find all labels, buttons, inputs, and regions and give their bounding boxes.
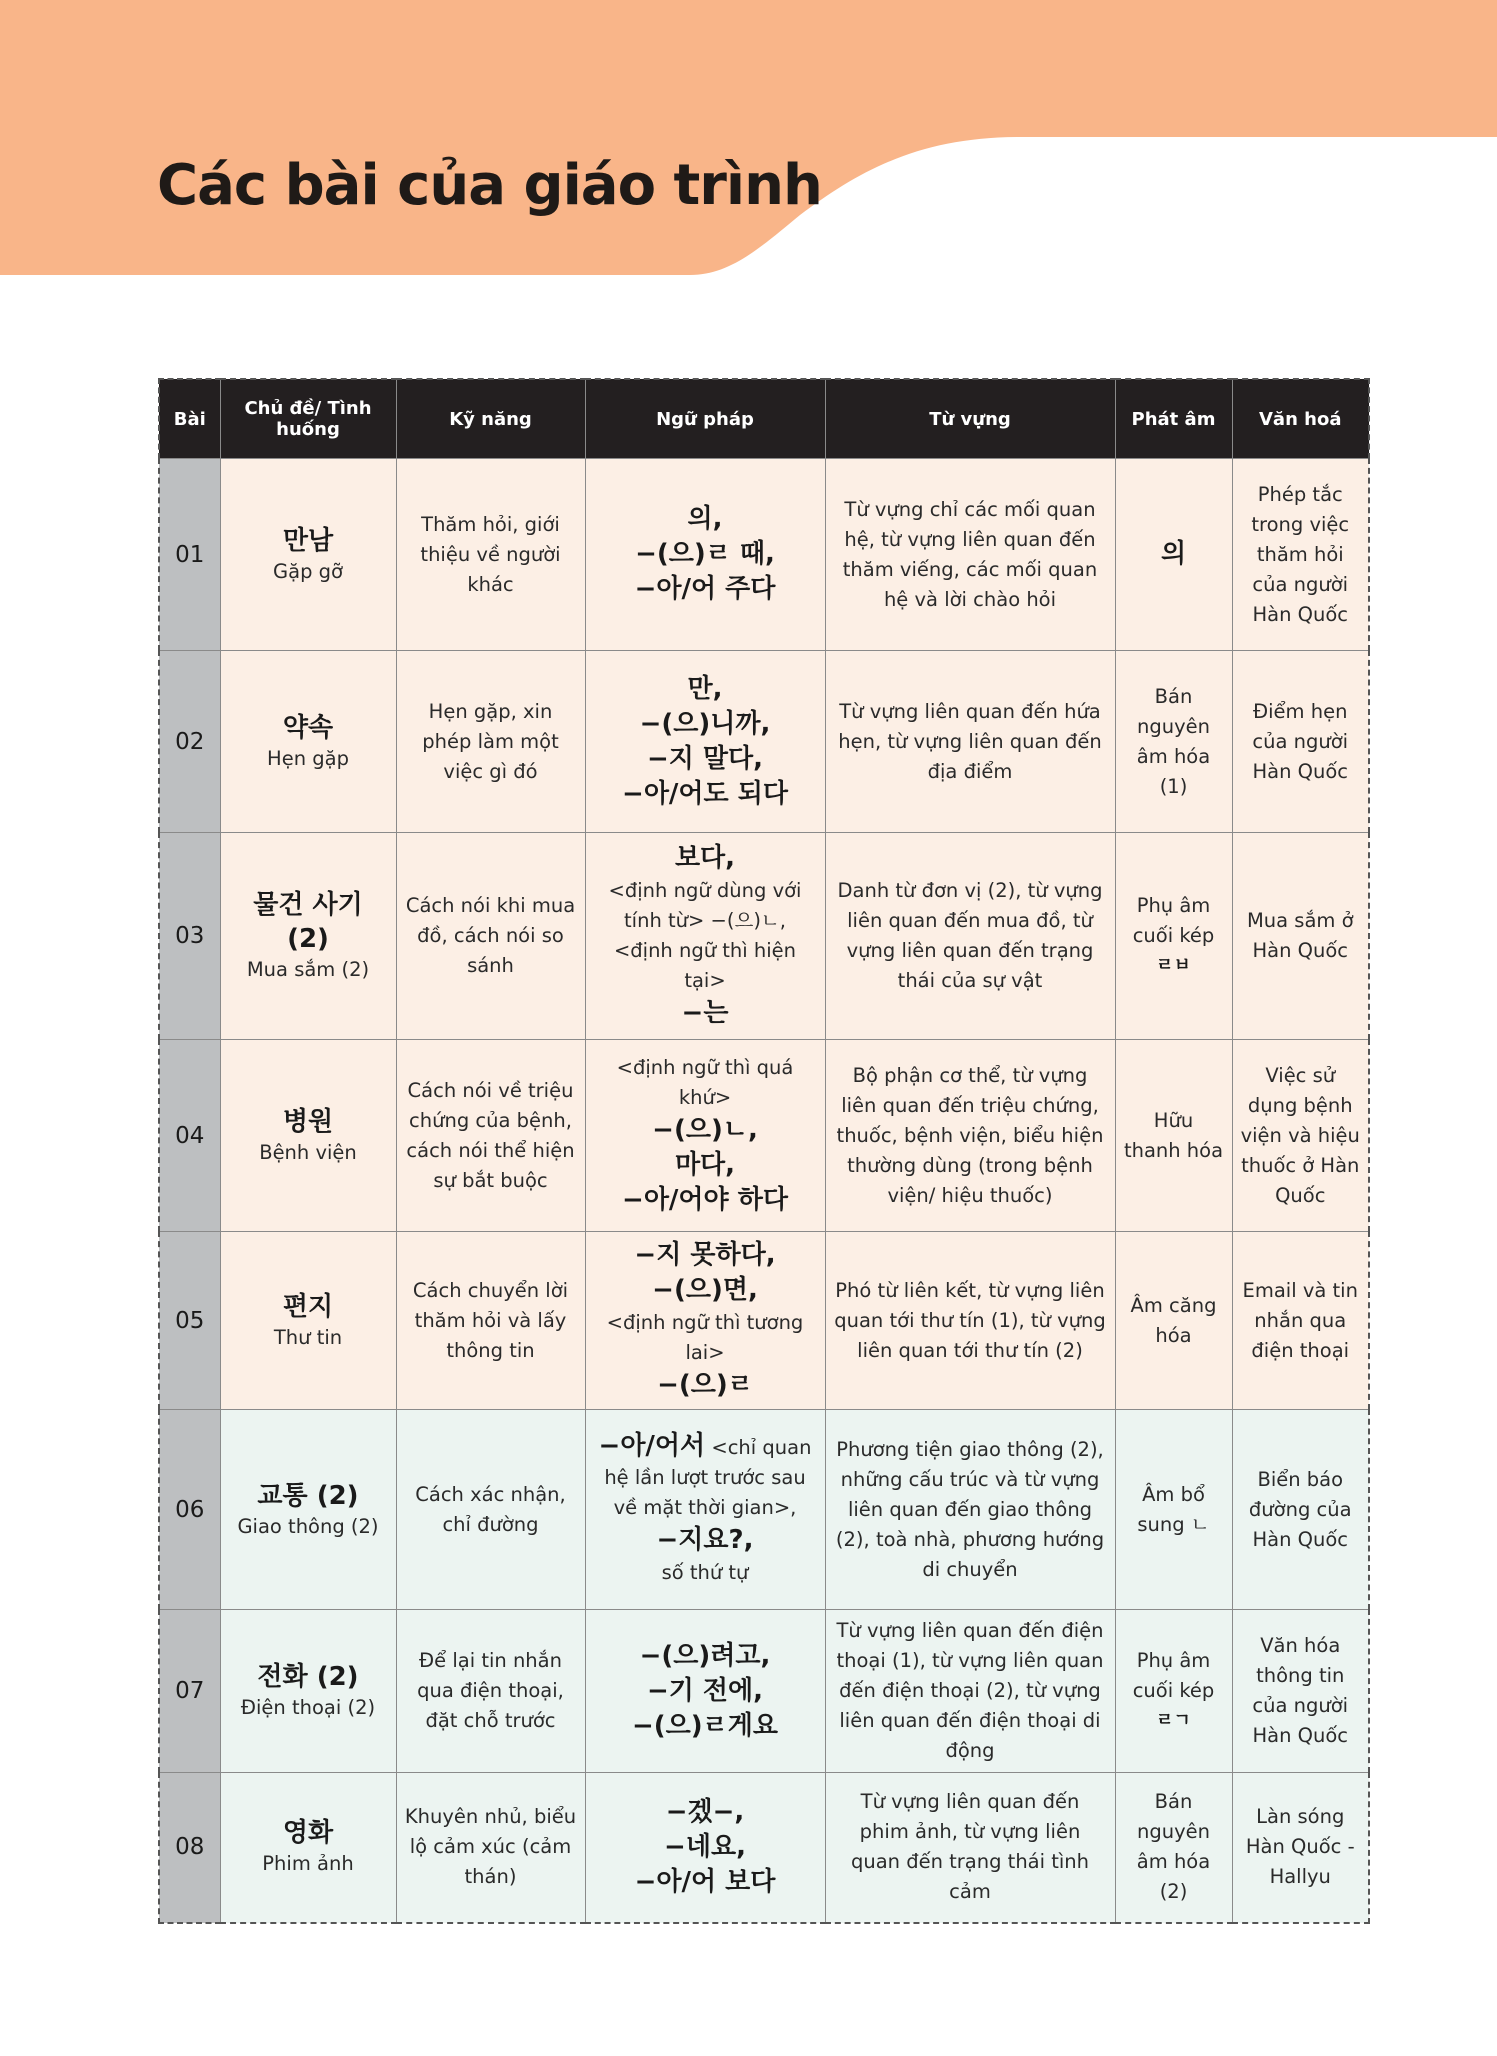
grammar-item: −(으)면, (652, 1275, 758, 1305)
topic-vietnamese: Bệnh viện (259, 1140, 357, 1164)
topic-cell (220, 1232, 396, 1410)
skill-cell: Cách nói khi mua đồ, cách nói so sánh (396, 833, 585, 1040)
grammar-item: −기 전에, (646, 1675, 764, 1706)
grammar-item: −겠−, (665, 1796, 745, 1827)
culture-cell: Phép tắc trong việc thăm hỏi của người Hàn Quốc (1232, 459, 1369, 651)
culture-cell: Việc sử dụng bệnh viện và hiệu thuốc ở Hàn Quốc (1232, 1040, 1369, 1232)
grammar-item: 만, (687, 673, 723, 704)
pronunciation-korean: ㄹㄱ (1156, 1710, 1191, 1731)
vocab-cell: Phó từ liên kết, từ vựng liên quan tới thư tín (1), từ vựng liên quan tới thư tín (2) (825, 1232, 1115, 1410)
pronunciation-korean: ㄹㅂ (1156, 955, 1191, 976)
vocab-cell: Phương tiện giao thông (2), những cấu trúc và từ vựng liên quan đến giao thông (2), toà nhà, phương hướng di chuyển (825, 1410, 1115, 1610)
skill-cell: Khuyên nhủ, biểu lộ cảm xúc (cảm thán) (396, 1773, 585, 1923)
culture-cell: Làn sóng Hàn Quốc - Hallyu (1232, 1773, 1369, 1923)
grammar-item: 의, (687, 504, 723, 534)
grammar-item: −아/어야 하다 (622, 1185, 788, 1215)
vocab-cell: Bộ phận cơ thể, từ vựng liên quan đến triệu chứng, thuốc, bệnh viện, biểu hiện thường dùng (trong bệnh viện/ hiệu thuốc) (825, 1040, 1115, 1232)
culture-cell: Email và tin nhắn qua điện thoại (1232, 1232, 1369, 1410)
topic-vietnamese: Phim ảnh (262, 1852, 354, 1876)
grammar-cell (585, 1773, 825, 1923)
lesson-number: 05 (159, 1232, 220, 1410)
grammar-item: −아/어서 (598, 1431, 706, 1461)
culture-cell: Văn hóa thông tin của người Hàn Quốc (1232, 1610, 1369, 1773)
lesson-number: 07 (159, 1610, 220, 1773)
column-header: Từ vựng (825, 379, 1115, 459)
grammar-item: −지요?, (656, 1525, 754, 1555)
header-banner (0, 0, 1497, 290)
pronunciation-cell (1115, 833, 1232, 1040)
lesson-number: 03 (159, 833, 220, 1040)
table-header-row (159, 379, 1369, 459)
grammar-item: −아/어도 되다 (622, 778, 788, 809)
grammar-lead-line (594, 1431, 817, 1523)
grammar-cell (585, 1232, 825, 1410)
topic-korean: 편지 (282, 1291, 334, 1322)
table-row (159, 459, 1369, 651)
grammar-cell (585, 651, 825, 833)
lesson-number: 08 (159, 1773, 220, 1923)
table-row (159, 1610, 1369, 1773)
topic-cell (220, 1610, 396, 1773)
topic-vietnamese: Giao thông (2) (237, 1514, 379, 1538)
table-row (159, 1410, 1369, 1610)
topic-korean: 교통 (2) (257, 1480, 359, 1511)
column-header: Văn hoá (1232, 379, 1369, 459)
lesson-number: 02 (159, 651, 220, 833)
grammar-item: −는 (681, 998, 729, 1028)
topic-cell (220, 833, 396, 1040)
vocab-cell: Từ vựng liên quan đến phim ảnh, từ vựng liên quan đến trạng thái tình cảm (825, 1773, 1115, 1923)
grammar-item: −(으)ㄹ게요 (631, 1710, 778, 1741)
vocab-cell: Danh từ đơn vị (2), từ vựng liên quan đến mua đồ, từ vựng liên quan đến trạng thái của sự vật (825, 833, 1115, 1040)
grammar-cell (585, 833, 825, 1040)
pronunciation-text: 의 (1160, 538, 1187, 569)
grammar-item: −아/어 보다 (634, 1866, 776, 1897)
topic-korean: 물건 사기 (2) (253, 890, 363, 954)
topic-vietnamese: Gặp gỡ (273, 559, 343, 583)
culture-cell: Biển báo đường của Hàn Quốc (1232, 1410, 1369, 1610)
pronunciation-cell (1115, 459, 1232, 651)
lessons-table (158, 378, 1370, 1924)
skill-cell: Thăm hỏi, giới thiệu về người khác (396, 459, 585, 651)
grammar-item: −지 못하다, (634, 1240, 776, 1270)
column-header: Chủ đề/ Tình huống (220, 379, 396, 459)
pronunciation-cell: Âm căng hóa (1115, 1232, 1232, 1410)
topic-korean: 만남 (282, 525, 334, 556)
topic-korean: 전화 (2) (257, 1662, 359, 1692)
culture-cell: Điểm hẹn của người Hàn Quốc (1232, 651, 1369, 833)
page-title: Các bài của giáo trình (157, 153, 822, 218)
topic-cell (220, 1773, 396, 1923)
pronunciation-cell: Âm bổ sung ㄴ (1115, 1410, 1232, 1610)
skill-cell: Hẹn gặp, xin phép làm một việc gì đó (396, 651, 585, 833)
grammar-cell (585, 459, 825, 651)
pronunciation-cell: Bán nguyên âm hóa (2) (1115, 1773, 1232, 1923)
topic-korean: 약속 (282, 712, 334, 743)
table-row (159, 651, 1369, 833)
table-row (159, 1040, 1369, 1232)
topic-vietnamese: Điện thoại (2) (240, 1696, 376, 1719)
grammar-item: −지 말다, (646, 743, 764, 774)
skill-cell: Cách chuyển lời thăm hỏi và lấy thông tin (396, 1232, 585, 1410)
pronunciation-cell (1115, 1610, 1232, 1773)
topic-korean: 영화 (282, 1818, 334, 1849)
pronunciation-cell: Hữu thanh hóa (1115, 1040, 1232, 1232)
grammar-item: 보다, (674, 843, 736, 873)
vocab-cell: Từ vựng liên quan đến điện thoại (1), từ vựng liên quan đến điện thoại (2), từ vựng liên quan đến điện thoại di động (825, 1610, 1115, 1773)
lesson-number: 01 (159, 459, 220, 651)
skill-cell: Cách nói về triệu chứng của bệnh, cách nói thể hiện sự bắt buộc (396, 1040, 585, 1232)
grammar-item: −(으)려고, (639, 1640, 771, 1671)
pronunciation-text: Phụ âm cuối kép (1132, 1649, 1215, 1702)
column-header: Phát âm (1115, 379, 1232, 459)
column-header: Ngữ pháp (585, 379, 825, 459)
lesson-number: 06 (159, 1410, 220, 1610)
grammar-item: −(으)ㄹ (657, 1370, 753, 1400)
vocab-cell: Từ vựng liên quan đến hứa hẹn, từ vựng liên quan đến địa điểm (825, 651, 1115, 833)
vocab-cell: Từ vựng chỉ các mối quan hệ, từ vựng liên quan đến thăm viếng, các mối quan hệ và lời chào hỏi (825, 459, 1115, 651)
grammar-note: <chỉ quan hệ lần lượt trước sau về mặt thời gian>, (604, 1436, 812, 1519)
skill-cell: Cách xác nhận, chỉ đường (396, 1410, 585, 1610)
grammar-item: 마다, (674, 1150, 736, 1180)
grammar-item: −네요, (664, 1831, 746, 1862)
topic-cell (220, 459, 396, 651)
topic-cell (220, 651, 396, 833)
skill-cell: Để lại tin nhắn qua điện thoại, đặt chỗ trước (396, 1610, 585, 1773)
pronunciation-cell: Bán nguyên âm hóa (1) (1115, 651, 1232, 833)
topic-cell (220, 1410, 396, 1610)
table-row (159, 833, 1369, 1040)
column-header: Kỹ năng (396, 379, 585, 459)
topic-vietnamese: Mua sắm (2) (246, 958, 370, 981)
grammar-item: −(으)ㄴ, (652, 1115, 758, 1145)
grammar-note: <định ngữ dùng với tính từ> −(으)ㄴ, (608, 879, 802, 932)
grammar-note: số thứ tự (661, 1561, 749, 1584)
grammar-note: <định ngữ thì hiện tại> (613, 939, 797, 992)
table-row (159, 1232, 1369, 1410)
topic-cell (220, 1040, 396, 1232)
topic-korean: 병원 (282, 1106, 334, 1137)
topic-vietnamese: Hẹn gặp (267, 746, 349, 770)
grammar-item: −(으)니까, (639, 708, 771, 739)
grammar-note: <định ngữ thì tương lai> (606, 1311, 804, 1364)
column-header: Bài (159, 379, 220, 459)
grammar-item: −아/어 주다 (634, 574, 776, 604)
culture-cell: Mua sắm ở Hàn Quốc (1232, 833, 1369, 1040)
pronunciation-text: Phụ âm cuối kép (1132, 894, 1215, 947)
grammar-item: −(으)ㄹ 때, (635, 539, 775, 569)
topic-vietnamese: Thư tin (273, 1325, 343, 1349)
grammar-cell (585, 1410, 825, 1610)
grammar-cell (585, 1040, 825, 1232)
grammar-cell (585, 1610, 825, 1773)
table-row (159, 1773, 1369, 1923)
grammar-note: <định ngữ thì quá khứ> (616, 1056, 794, 1109)
lesson-number: 04 (159, 1040, 220, 1232)
